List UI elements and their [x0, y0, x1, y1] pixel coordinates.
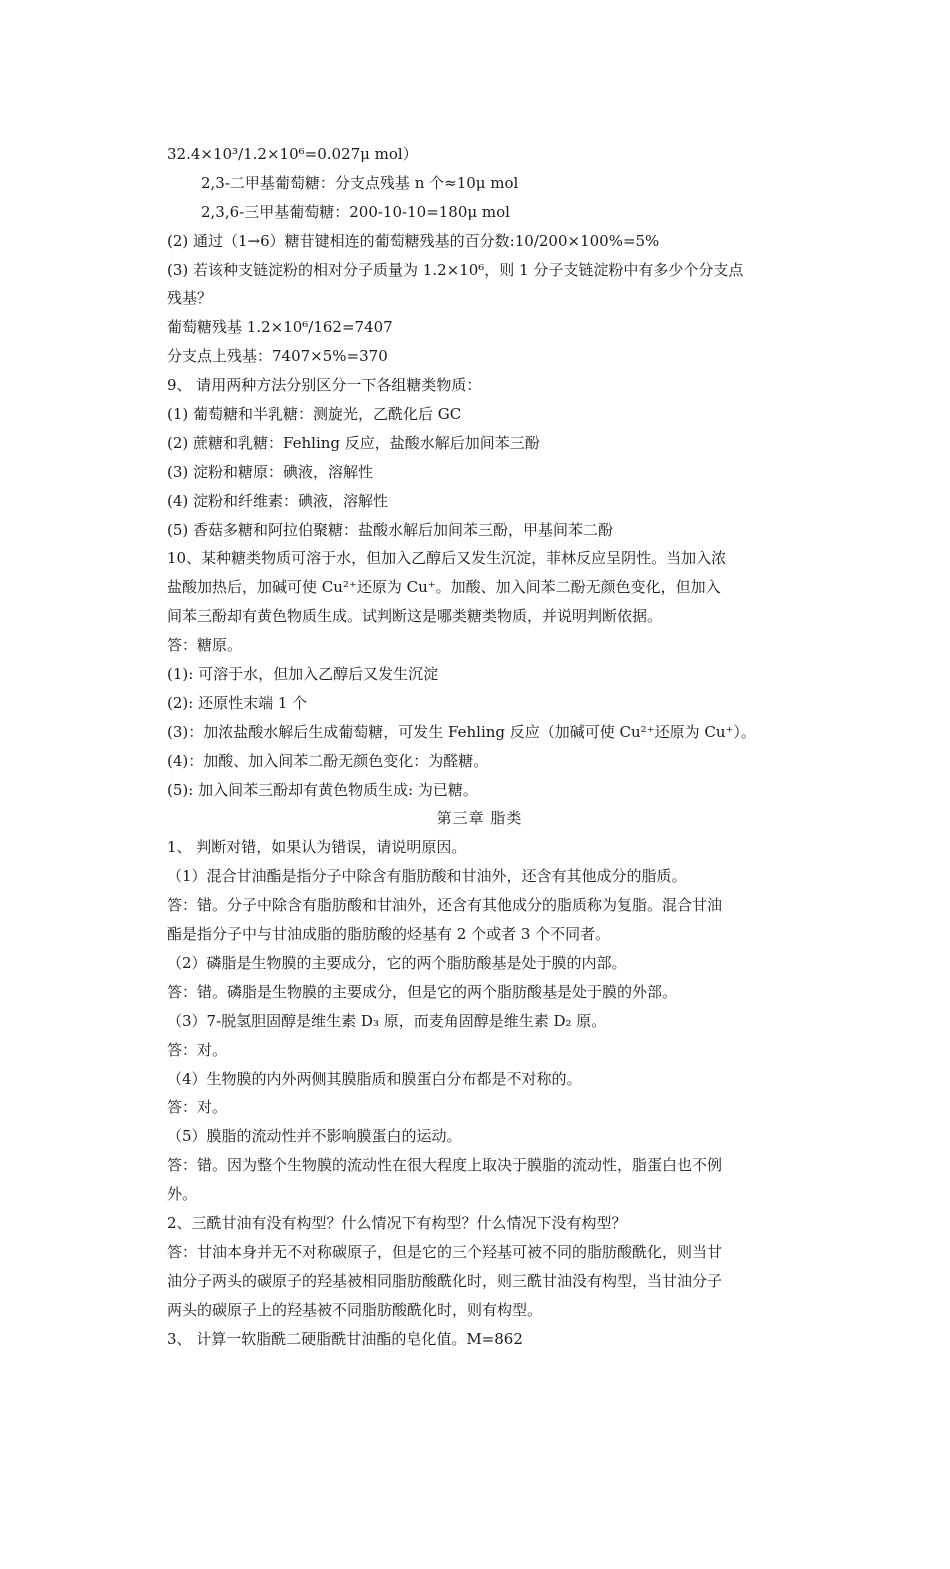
answer-line: 答：甘油本身并无不对称碳原子，但是它的三个羟基可被不同的脂肪酸酰化，则当甘 [167, 1242, 723, 1261]
question-heading: 2、三酰甘油有没有构型？什么情况下有构型？什么情况下没有构型？ [167, 1213, 627, 1232]
text-line: 32.4×10³/1.2×10⁶=0.027μ mol） [167, 145, 418, 163]
document-page [167, 140, 792, 1353]
question-heading: 1、 判断对错，如果认为错误，请说明原因。 [167, 838, 467, 857]
text-line: 油分子两头的碳原子的羟基被相同脂肪酸酰化时，则三酰甘油没有构型，当甘油分子 [167, 1271, 723, 1290]
answer-line: 答：错。磷脂是生物膜的主要成分，但是它的两个脂肪酸基是处于膜的外部。 [167, 982, 678, 1001]
text-line: 葡萄糖残基 1.2×10⁶/162=7407 [167, 318, 393, 337]
text-line: 两头的碳原子上的羟基被不同脂肪酸酰化时，则有构型。 [167, 1300, 543, 1319]
answer-line: 答：错。分子中除含有脂肪酸和甘油外，还含有其他成分的脂质称为复脂。混合甘油 [167, 896, 723, 915]
text-line: （2）磷脂是生物膜的主要成分，它的两个脂肪酸基是处于膜的内部。 [167, 953, 627, 972]
text-line: (2) 通过（1→6）糖苷键相连的葡萄糖残基的百分数:10/200×100%=5% [167, 231, 660, 250]
text-line: (2): 还原性末端 1 个 [167, 693, 308, 712]
text-line: (4) 淀粉和纤维素：碘液，溶解性 [167, 491, 389, 510]
text-line: （5）膜脂的流动性并不影响膜蛋白的运动。 [167, 1127, 462, 1146]
text-line: 盐酸加热后，加碱可使 Cu²⁺还原为 Cu⁺。加酸、加入间苯二酚无颜色变化，但加入 [167, 578, 721, 597]
text-line: (1): 可溶于水，但加入乙醇后又发生沉淀 [167, 665, 439, 684]
answer-line: 答：对。 [167, 1040, 228, 1059]
text-line: （4）生物膜的内外两侧其膜脂质和膜蛋白分布都是不对称的。 [167, 1069, 582, 1088]
text-line: 外。 [167, 1185, 198, 1204]
question-heading: 3、 计算一软脂酰二硬脂酰甘油酯的皂化值。M=862 [167, 1329, 523, 1348]
text-line: 酯是指分子中与甘油成脂的脂肪酸的烃基有 2 个或者 3 个不同者。 [167, 925, 611, 944]
question-heading: 10、某种糖类物质可溶于水，但加入乙醇后又发生沉淀，菲林反应呈阴性。当加入浓 [167, 549, 727, 568]
answer-line: 答：糖原。 [167, 636, 243, 655]
text-line: 分支点上残基：7407×5%=370 [167, 347, 388, 366]
text-line: (3) 若该种支链淀粉的相对分子质量为 1.2×10⁶，则 1 分子支链淀粉中有多少个分支点 [167, 260, 744, 279]
text-line: （3）7-脱氢胆固醇是维生素 D₃ 原，而麦角固醇是维生素 D₂ 原。 [167, 1011, 607, 1030]
text-line: (4)：加酸、加入间苯二酚无颜色变化：为醛糖。 [167, 751, 489, 770]
text-line: （1）混合甘油酯是指分子中除含有脂肪酸和甘油外，还含有其他成分的脂质。 [167, 867, 687, 886]
answer-line: 答：对。 [167, 1098, 228, 1117]
text-line: (1) 葡萄糖和半乳糖：测旋光，乙酰化后 GC [167, 405, 462, 424]
chapter-title: 第三章 脂类 [436, 809, 523, 828]
text-line: 2,3,6-三甲基葡萄糖：200-10-10=180μ mol [201, 202, 510, 221]
text-line: (3) 淀粉和糖原：碘液，溶解性 [167, 462, 374, 481]
text-line: (5) 香菇多糖和阿拉伯聚糖：盐酸水解后加间苯三酚，甲基间苯二酚 [167, 520, 614, 539]
text-line: (3)：加浓盐酸水解后生成葡萄糖，可发生 Fehling 反应（加碱可使 Cu²⁺还原为 Cu⁺）。 [167, 722, 756, 741]
text-line: 2,3-二甲基葡萄糖：分支点残基 n 个≈10μ mol [201, 173, 519, 192]
text-line: 间苯三酚却有黄色物质生成。试判断这是哪类糖类物质，并说明判断依据。 [167, 607, 663, 626]
text-line: (2) 蔗糖和乳糖：Fehling 反应，盐酸水解后加间苯三酚 [167, 433, 540, 452]
text-line: 残基？ [167, 289, 213, 308]
answer-line: 答：错。因为整个生物膜的流动性在很大程度上取决于膜脂的流动性，脂蛋白也不例 [167, 1156, 723, 1175]
question-heading: 9、 请用两种方法分别区分一下各组糖类物质： [167, 376, 482, 395]
text-line: (5): 加入间苯三酚却有黄色物质生成: 为已糖。 [167, 780, 478, 799]
